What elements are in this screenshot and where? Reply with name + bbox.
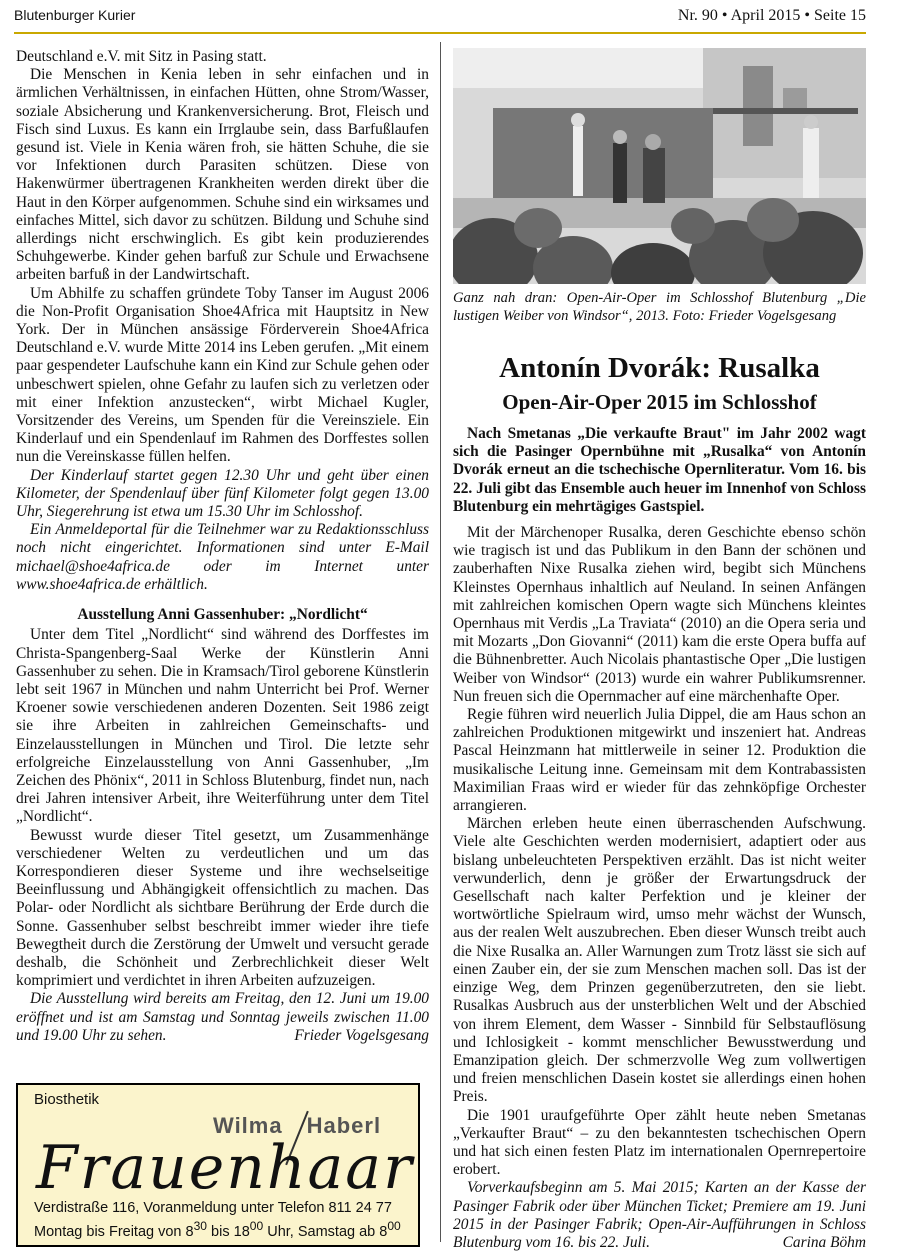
article-note: Der Kinderlauf startet gegen 12.30 Uhr und geht über einen Kilometer, der Spendenlauf über fünf Kilometer folgt gegen 13.00 Uhr, Siegerehrung ist etwa um 15.30 Uhr im Schlosshof. <box>16 466 429 521</box>
ad-hours <box>34 1217 401 1241</box>
article-paragraph: Regie führen wird neuerlich Julia Dippel, die am Haus schon an zahlreichen Produktionen mitgewirkt und inszeniert hat. Andreas Pascal Heinzmann hat mittlerweile in seiner 12. Produktion die musikalische Leitung inne. Gemeinsam mit dem Kontrabassisten Maximilian Fraas wird er wieder für das zehnköpfige Orchester arrangieren. <box>453 706 866 815</box>
exhibit-note <box>16 990 429 1045</box>
page-header <box>14 4 866 34</box>
ad-hours-sup: 00 <box>387 1219 401 1233</box>
exhibit-note-text: Die Ausstellung wird bereits am Freitag, den 12. Juni um 19.00 eröffnet und ist am Samstag und Sonntag jeweils zwischen 11.00 und 19.00 Uhr zu sehen. <box>16 990 429 1044</box>
column-divider <box>440 42 441 1242</box>
ad-brand: Frauenhaar <box>36 1133 414 1203</box>
article-paragraph: Mit der Märchenoper Rusalka, deren Geschichte ebenso schön wie tragisch ist und das Publikum in den Bann der schönen und zauberhaften Nixe Rusalka ziehen wird, begibt sich Münchens Kleinstes Opernhaus inhaltlich auf Neuland. In seinen Anfängen mit zahlreichen komischen Opern wagte sich Münchens kleintes Opernhaus mit Verdis „La Traviata“ (2010) an die Opera seria und mit Mozarts „Don Giovanni“ (2011) kam die erste Opera buffa auf die Bühnenbretter. Auch Nicolais phantastische Oper „Die lustigen Weiber von Windsor“ (2013) wurde ein wahrer Publikumsrenner. Nun freuen sich die Opernmacher auf eine märchenhafte Oper. <box>453 524 866 705</box>
photo-caption: Ganz nah dran: Open-Air-Oper im Schlosshof Blutenburg „Die lustigen Weiber von Windsor“, 2013. Foto: Frieder Vogelsgesang <box>453 290 866 324</box>
exhibit-author: Frieder Vogelsgesang <box>294 1026 429 1044</box>
article-paragraph: Märchen erleben heute einen überraschenden Aufschwung. Viele alte Geschichten werden modernisiert, adaptiert oder aus bislang unbeleuchteten Perspektiven erzählt. Das ist nicht weiter verwunderlich, denn je größer der Erwartungsdruck der Gesellschaft nach kalter Perfektion und je kleiner der wortwörtliche Spielraum wird, umso mehr wächst der Wunsch, aus der realen Welt auszubrechen. Eben dieser Wunsch treibt auch die Nixe Rusalka an. Aller Warnungen zum Trotz lässt sie sich auf einen Zauber ein, der sie zum Menschen machen soll. Das ist der einzige Weg, dem Prinzen gegenüberzutreten, den sie liebt. Rusalkas Ausbruch aus der unsterblichen Welt und der Abschied von ihrem Element, dem Wasser - Sinnbild für Selbstauflösung und Ichlosigkeit - kommt menschlicher Bewusstwerdung und Emanzipation gleich. Der schmerzvolle Weg zum vollwertigen und freien menschlichen Dasein kostet sie allerdings einen hohen Preis. <box>453 815 866 1106</box>
article-title: Antonín Dvorák: Rusalka <box>499 352 820 384</box>
issue-info: Nr. 90 • April 2015 • Seite 15 <box>677 7 866 24</box>
left-column <box>16 48 429 1045</box>
publication-name: Blutenburger Kurier <box>14 7 136 23</box>
right-column <box>453 48 866 1252</box>
article-paragraph: Um Abhilfe zu schaffen gründete Toby Tanser im August 2006 die Non-Profit Organisation Shoe4Africa mit Hauptsitz in New York. Der in München ansässige Förderverein Shoe4Africa Deutschland e.V. wurde Mitte 2014 ins Leben gerufen. „Mit einem paar gespendeter Laufschuhe kann ein Kind zur Schule gehen oder unbeschwert spielen, ohne Gefahr zu laufen sich zu verletzen oder mit einer Infektion anzustecken“, wirbt Michael Kugler, Vorsitzender des Vereins, um Spenden für die Vereinsziele. Ein Kinderlauf und ein Spendenlauf im Rahmen des Dorffestes sollen nun die Vereinskasse füllen helfen. <box>16 284 429 466</box>
exhibit-paragraph: Unter dem Titel „Nordlicht“ sind während des Dorffestes im Christa-Spangenberg-Saal Werke der Künstlerin Anni Gassenhuber zu sehen. Die in Kramsach/Tirol geborene Künstlerin lebt seit 1967 in München und nahm Unterricht bei Prof. Werner Kroener sowie verschiedenen anderen Dozenten. Seit 1986 zeigt sie ihre Arbeiten in zahlreichen Gemeinschafts- und Einzelausstellungen in München und Tirol. Die letzte sehr erfolgreiche Einzelausstellung von Anni Gassenhuber, „Im Zeichen des Phönix“, 2011 in Schloss Blutenburg, findet nun, nach drei Jahren intensiver Arbeit, ihre Weiterführung unter dem Titel „Nordlicht“. <box>16 626 429 826</box>
opera-photo <box>453 48 866 284</box>
ad-hours-part: Montag bis Freitag von 8 <box>34 1223 194 1240</box>
article-note: Ein Anmeldeportal für die Teilnehmer war zu Redaktionsschluss noch nicht eingerichtet. Informationen sind unter E-Mail michael@shoe4africa.de oder im Internet unter www.shoe4africa.de erhältlich. <box>16 521 429 593</box>
ad-address-block <box>34 1199 401 1241</box>
ad-first-name: Wilma <box>213 1113 283 1138</box>
article-paragraph: Deutschland e.V. mit Sitz in Pasing statt. <box>16 48 267 65</box>
article-paragraph: Die Menschen in Kenia leben in sehr einfachen und in ärmlichen Verhältnissen, in einfachen Hütten, ohne Strom/Wasser, soziale Absicherung und Krankenversicherung. Brot, Fleisch und Fisch sind Luxus. Es kann ein Irrglaube sein, dass Barfußlaufen gesund ist. Viele in Kenia wären froh, sie hätten Schuhe, die sie vor Infektionen durch Parasiten schützen. Diese von Hakenwürmer übertragenen Krankheiten werden direkt über die Haut in den Körper aufgenommen. Schuhe sind ein wirksames und einfaches Mittel, sich davor zu schützen. Bildung und Schuhe sind allerdings nicht erschwinglich. Es gibt kein produzierendes Schuhgewerbe. Kinder gehen barfuß zur Schule und Erwachsene arbeiten barfuß in der Landwirtschaft. <box>16 66 429 284</box>
article-author: Carina Böhm <box>782 1233 866 1251</box>
article-paragraph: Die 1901 uraufgeführte Oper zählt heute neben Smetanas „Verkaufter Braut“ – zu den bekanntesten tschechischen Opern und hat sich einen festen Platz im internationalen Opernrepertoire erobert. <box>453 1106 866 1179</box>
opera-photo-illustration <box>453 48 866 284</box>
article-subtitle: Open-Air-Oper 2015 im Schlosshof <box>502 390 817 414</box>
ad-label: Biosthetik <box>34 1091 100 1108</box>
ticket-info: Vorverkaufsbeginn am 5. Mai 2015; Karten an der Kasse der Pasinger Fabrik oder über München Ticket; Premiere am 19. Juni 2015 in der Pasinger Fabrik; Open-Air-Aufführungen in Schloss Blutenburg vom 16. bis 22. Juli. <box>453 1179 866 1251</box>
ad-address: Verdistraße 116, Voranmeldung unter Telefon 811 24 77 <box>34 1200 392 1216</box>
article-note <box>453 1179 866 1252</box>
ad-hours-sup: 30 <box>193 1219 208 1233</box>
ad-hours-part: Uhr, Samstag ab 8 <box>263 1223 388 1240</box>
ad-last-name: Haberl <box>306 1113 382 1138</box>
article-lead: Nach Smetanas „Die verkaufte Braut" im Jahr 2002 wagt sich die Pasinger Opernbühne mit „Rusalka“ von Antonín Dvorák erneut an die tschechische Opernliteratur. Vom 16. bis 22. Juli gibt das Ensemble auch heuer im Innenhof von Schloss Blutenburg ein mehrtägiges Gastspiel. <box>453 425 866 515</box>
advertisement-frauenhaar <box>16 1083 420 1247</box>
ad-hours-part: bis 18 <box>207 1223 250 1240</box>
exhibit-heading: Ausstellung Anni Gassenhuber: „Nordlicht“ <box>77 606 368 624</box>
ad-hours-sup: 00 <box>249 1219 264 1233</box>
exhibit-paragraph: Bewusst wurde dieser Titel gesetzt, um Zusammenhänge verschiedener Welten zu verdeutlichen und um das Korrespondieren dieser Systeme und ihre wechselseitige Beeinflussung und Abhängigkeit offensichtlich zu machen. Das Polar- oder Nordlicht als sichtbare Berührung der Erde durch die Sonne. Gassenhuber selbst beschreibt immer wieder ihre tiefe Bewegtheit durch die Zerstörung der Umwelt und versucht gerade deshalb, die Schönheit und Zerbrechlichkeit dieser Welt komprimiert und verdichtet in ihren Arbeiten aufzuzeigen. <box>16 826 429 990</box>
